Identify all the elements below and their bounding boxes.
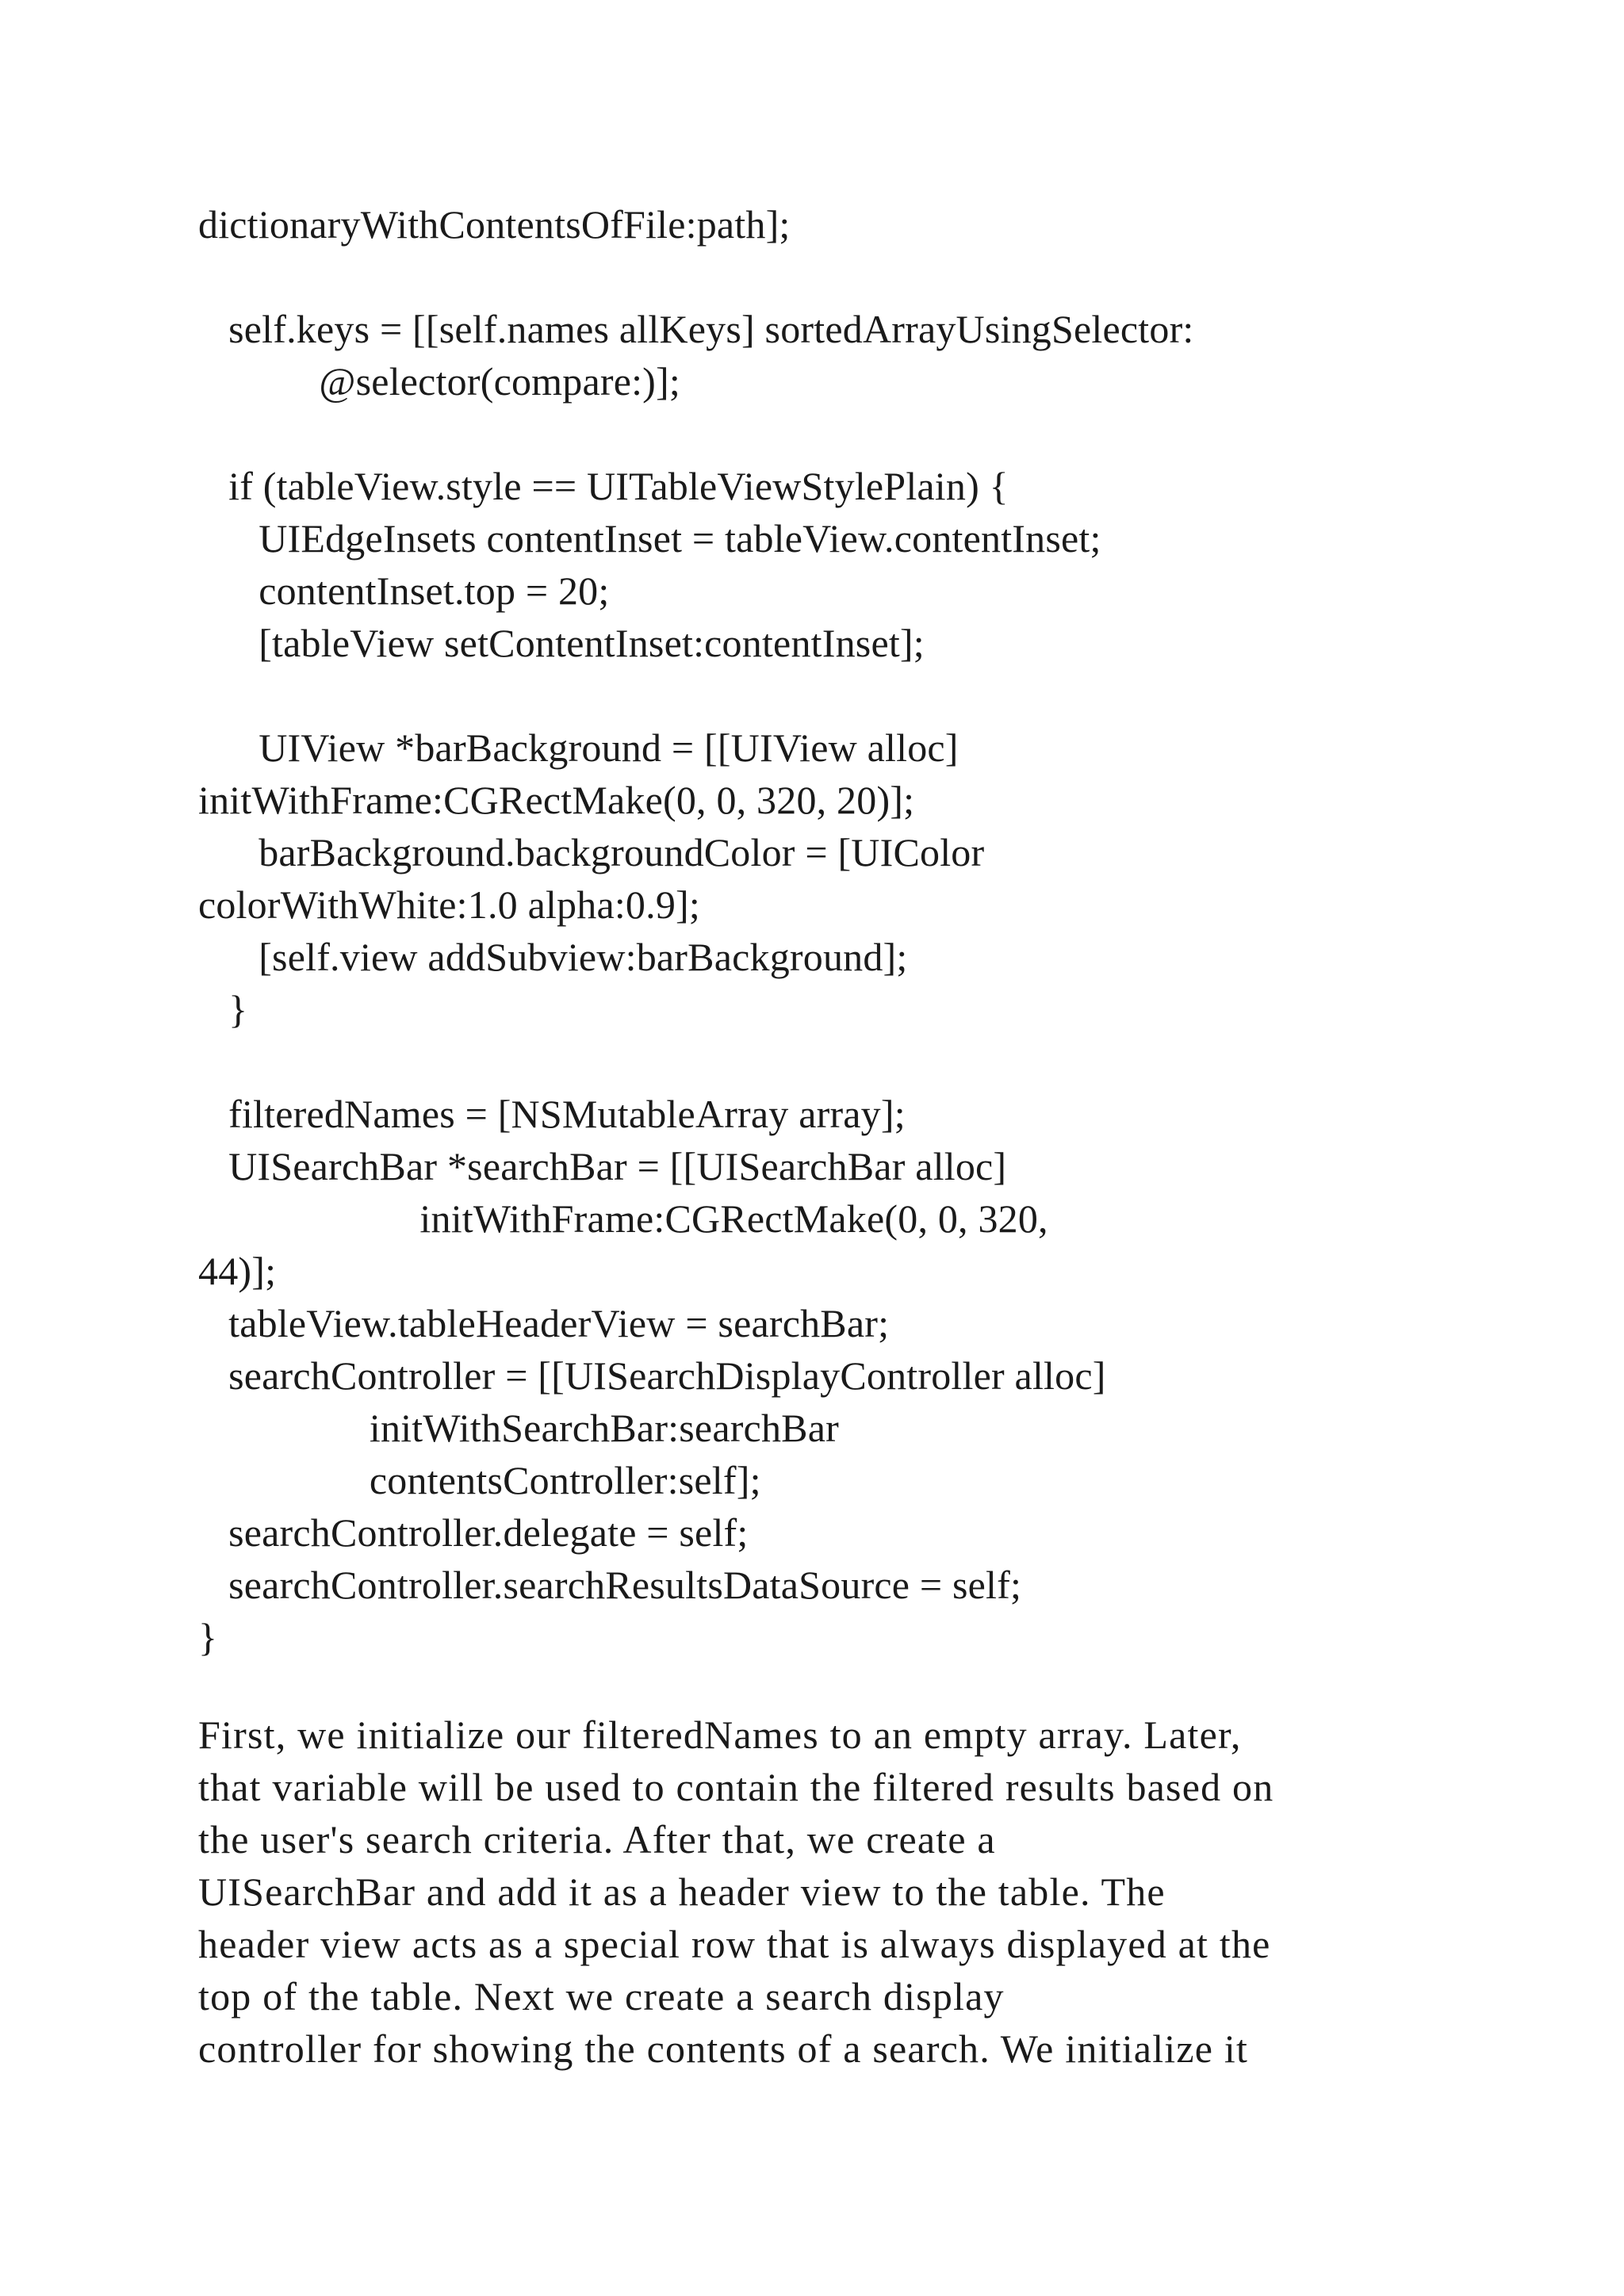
- paragraph-line: that variable will be used to contain the filtered results based on: [198, 1765, 1274, 1809]
- code-line: UIEdgeInsets contentInset = tableView.contentInset;: [198, 516, 1101, 561]
- code-line: [198, 1035, 1507, 1088]
- code-line: [198, 251, 1507, 303]
- code-line: barBackground.backgroundColor = [UIColor: [198, 830, 985, 874]
- code-line: initWithSearchBar:searchBar: [198, 1406, 839, 1450]
- code-line: searchController.delegate = self;: [198, 1510, 749, 1555]
- body-paragraph: [198, 1709, 1507, 2075]
- code-line: @selector(compare:)];: [198, 359, 680, 404]
- code-block: [198, 198, 1507, 1663]
- code-line: initWithFrame:CGRectMake(0, 0, 320, 20)];: [198, 778, 915, 822]
- code-line: self.keys = [[self.names allKeys] sortedArrayUsingSelector:: [198, 307, 1194, 351]
- paragraph-line: First, we initialize our filteredNames to an empty array. Later,: [198, 1712, 1242, 1757]
- code-line: searchController = [[UISearchDisplayController alloc]: [198, 1353, 1106, 1398]
- code-line: [198, 408, 1507, 460]
- paragraph-line: controller for showing the contents of a search. We initialize it: [198, 2026, 1249, 2071]
- code-line: UISearchBar *searchBar = [[UISearchBar alloc]: [198, 1144, 1007, 1188]
- paragraph-line: top of the table. Next we create a search display: [198, 1974, 1005, 2019]
- paragraph-line: header view acts as a special row that is always displayed at the: [198, 1922, 1271, 1966]
- code-line: UIView *barBackground = [[UIView alloc]: [198, 725, 959, 770]
- paragraph-line: the user's search criteria. After that, we create a: [198, 1817, 996, 1862]
- code-line: colorWithWhite:1.0 alpha:0.9];: [198, 882, 700, 927]
- code-line: filteredNames = [NSMutableArray array];: [198, 1092, 906, 1136]
- code-line: tableView.tableHeaderView = searchBar;: [198, 1301, 890, 1345]
- code-line: contentsController:self];: [198, 1458, 761, 1502]
- code-line: [self.view addSubview:barBackground];: [198, 935, 908, 979]
- code-line: [198, 669, 1507, 721]
- code-line: dictionaryWithContentsOfFile:path];: [198, 202, 791, 247]
- code-line: contentInset.top = 20;: [198, 568, 610, 613]
- code-line: initWithFrame:CGRectMake(0, 0, 320,: [198, 1196, 1048, 1241]
- code-line: }: [198, 987, 248, 1031]
- code-line: [tableView setContentInset:contentInset];: [198, 621, 925, 665]
- paragraph-line: UISearchBar and add it as a header view to the table. The: [198, 1869, 1166, 1914]
- code-line: searchController.searchResultsDataSource = self;: [198, 1563, 1022, 1607]
- code-line: 44)];: [198, 1249, 277, 1293]
- code-line: if (tableView.style == UITableViewStylePlain) {: [198, 464, 1009, 508]
- code-line: }: [198, 1615, 218, 1659]
